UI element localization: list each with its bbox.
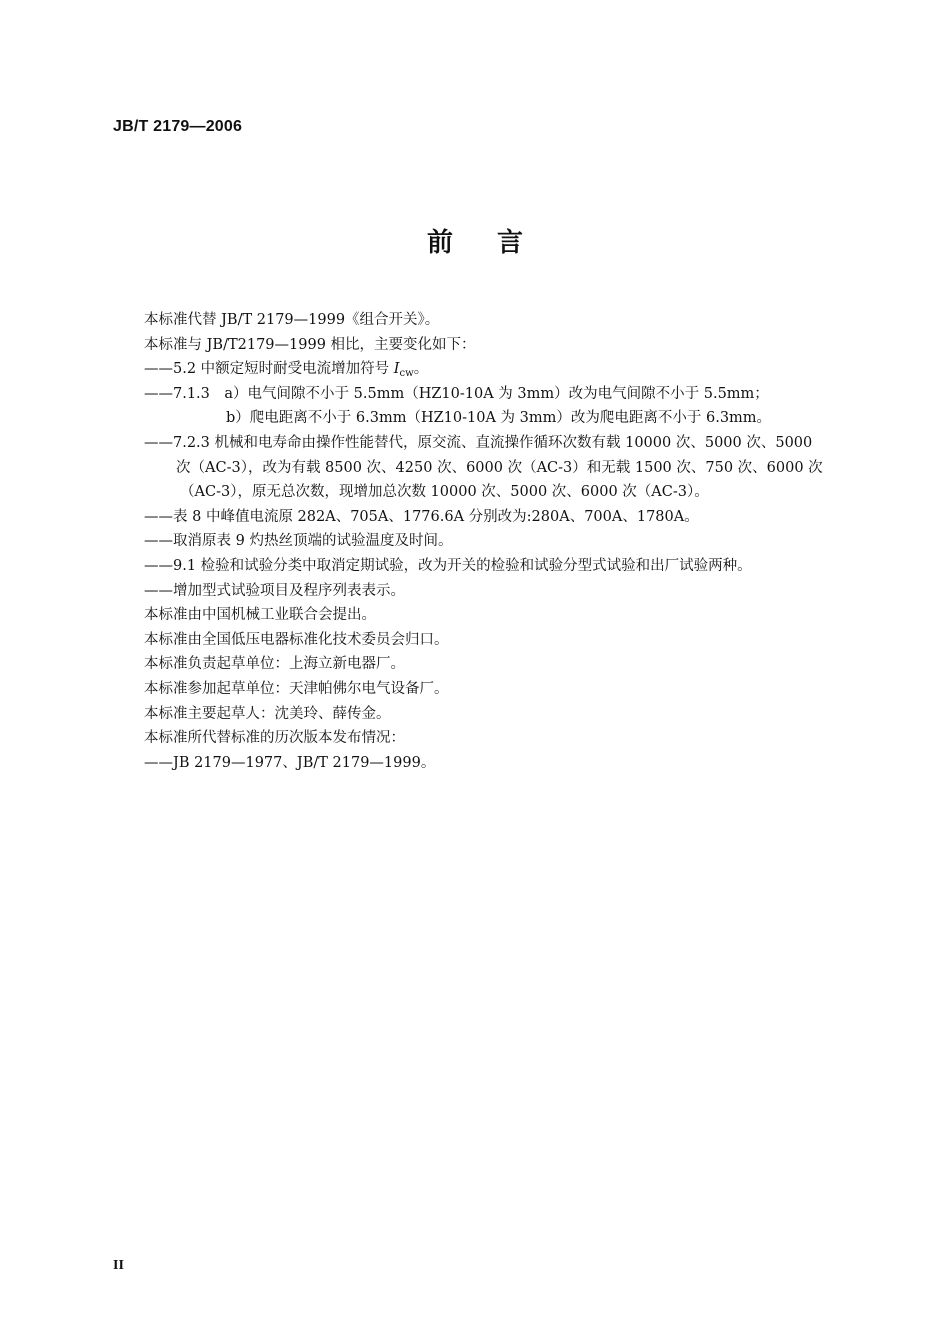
change-item-table-9: ——取消原表 9 灼热丝顶端的试验温度及时间。 (144, 533, 453, 550)
change-item-7-1-3-a: ——7.1.3 a）电气间隙不小于 5.5mm（HZ10-10A 为 3mm）改为电气间隙不小于 5.5mm； (144, 385, 769, 402)
change-item-5-2 (144, 357, 864, 382)
paragraph-changes-intro: 本标准与 JB/T2179—1999 相比，主要变化如下： (144, 336, 476, 353)
change-item-5-2-end: 。 (413, 361, 429, 378)
change-item-7-2-3-line2: 次（AC-3），改为有载 8500 次、4250 次、6000 次（AC-3）和无载 1500 次、750 次、6000 次 (176, 459, 823, 476)
paragraph-drafting-unit: 本标准负责起草单位：上海立新电器厂。 (144, 656, 405, 673)
page-title: 前言 (426, 228, 567, 258)
change-item-type-test: ——增加型式试验项目及程序列表表示。 (144, 582, 405, 599)
paragraph-centralized-by: 本标准由全国低压电器标准化技术委员会归口。 (144, 631, 449, 648)
change-item-5-2-text: ——5.2 中额定短时耐受电流增加符号 (144, 361, 394, 378)
symbol-i: I (393, 361, 400, 378)
change-item-7-2-3-line1: ——7.2.3 机械和电寿命由操作性能替代，原交流、直流操作循环次数有载 10000 次、5000 次、5000 (144, 434, 813, 451)
paragraph-history-intro: 本标准所代替标准的历次版本发布情况： (144, 730, 405, 747)
change-item-7-2-3-line3: （AC-3），原无总次数，现增加总次数 10000 次、5000 次、6000 次（AC-3）。 (180, 484, 709, 501)
paragraph-participating-unit: 本标准参加起草单位：天津帕佛尔电气设备厂。 (144, 680, 449, 697)
paragraph-replaces: 本标准代替 JB/T 2179—1999《组合开关》。 (144, 312, 440, 328)
page-number: II (113, 1258, 124, 1273)
standard-code: JB/T 2179—2006 (113, 118, 243, 135)
foreword-body (144, 308, 864, 775)
paragraph-drafters: 本标准主要起草人：沈美玲、薛传金。 (144, 705, 391, 722)
symbol-subscript: cw (399, 368, 414, 380)
change-item-table-8: ——表 8 中峰值电流原 282A、705A、1776.6A 分别改为:280A、700A、1780A。 (144, 508, 699, 525)
change-item-7-1-3-b: b）爬电距离不小于 6.3mm（HZ10-10A 为 3mm）改为爬电距离不小于 6.3mm。 (226, 410, 772, 427)
history-item: ——JB 2179—1977、JB/T 2179—1999。 (144, 754, 436, 771)
paragraph-proposed-by: 本标准由中国机械工业联合会提出。 (144, 607, 376, 624)
change-item-9-1: ——9.1 检验和试验分类中取消定期试验，改为开关的检验和试验分型式试验和出厂试验两种。 (144, 557, 752, 574)
